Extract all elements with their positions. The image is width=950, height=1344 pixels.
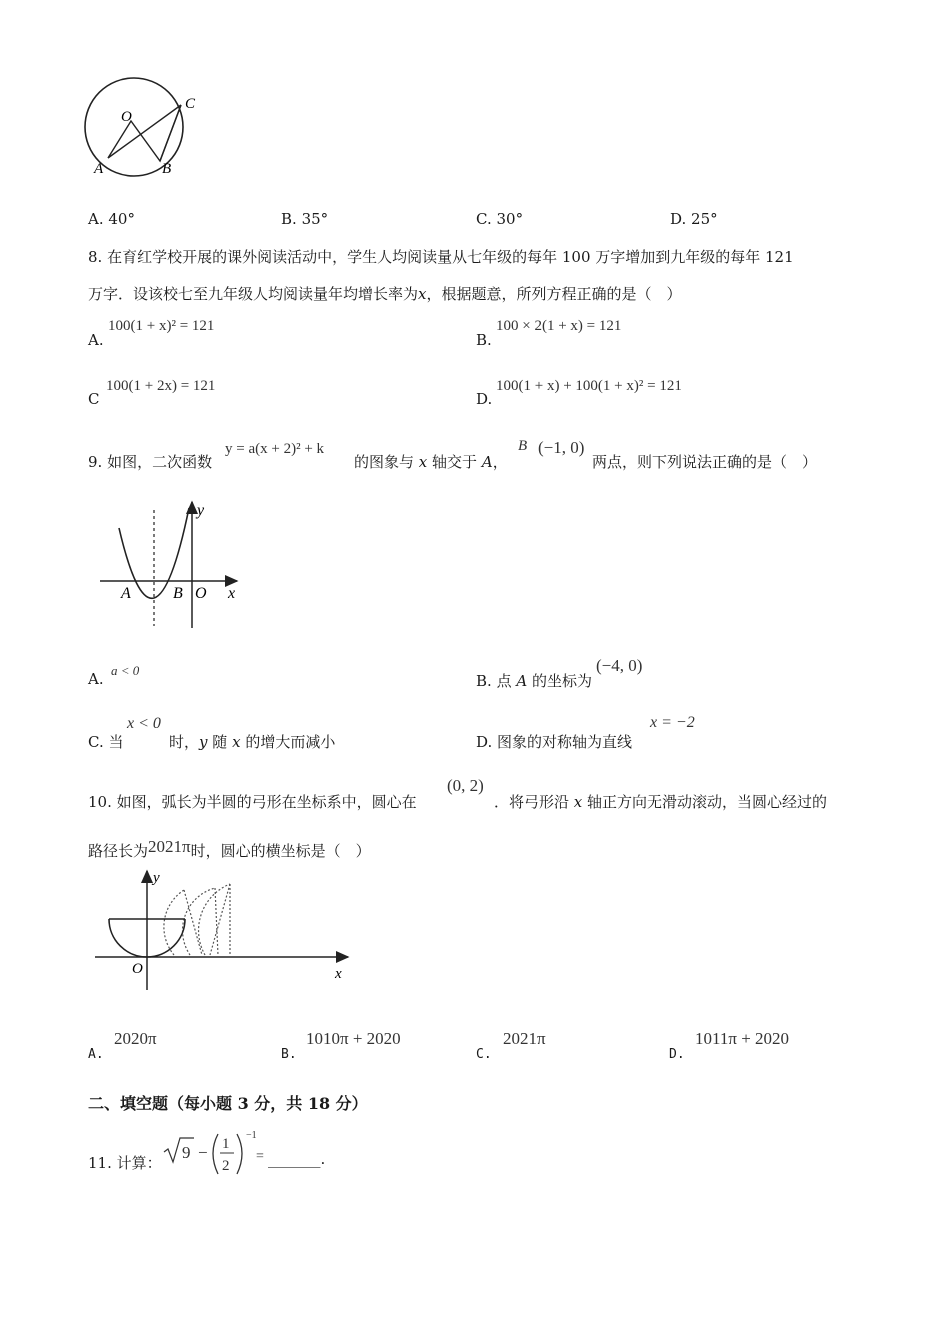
option-b[interactable]: B. (476, 331, 492, 349)
exponent: −1 (246, 1130, 257, 1141)
option-d[interactable]: D. (669, 1047, 685, 1062)
label-a: A (121, 585, 131, 602)
label-o: O (195, 585, 207, 602)
label-c: C (185, 96, 196, 112)
option-d[interactable]: D. 25° (670, 210, 718, 228)
label-y: y (197, 502, 205, 519)
option-b[interactable]: B. 35° (281, 210, 329, 228)
question-9-prefix: 9. 如图，二次函数 (88, 453, 213, 471)
circle-figure-q7 (80, 70, 210, 180)
question-10-text: ．将弓形沿 x 轴正方向无滑动滚动，当圆心经过的 (494, 793, 828, 811)
option-c[interactable]: C (88, 390, 100, 408)
label-b: B (162, 161, 172, 177)
question-10-center: (0, 2) (447, 776, 484, 795)
point-b-coord: (−1, 0) (538, 438, 585, 457)
formula-d: 100(1 + x) + 100(1 + x)² = 121 (496, 378, 682, 394)
formula-a: 100(1 + x)² = 121 (108, 318, 215, 334)
label-a: A (94, 161, 104, 177)
label-x: x (335, 966, 342, 982)
formula-b: 1010π + 2020 (306, 1029, 401, 1048)
fraction-denominator: 2 (222, 1158, 230, 1174)
option-a[interactable]: A. (88, 1047, 104, 1062)
question-8-line-1: 8. 在育红学校开展的课外阅读活动中，学生人均阅读量从七年级的每年 100 万字增加到九年级的每年 121 (88, 248, 794, 266)
formula-a: 2020π (114, 1029, 157, 1048)
option-d[interactable]: D. 图象的对称轴为直线 (476, 733, 633, 751)
section-title: 二、填空题（每小题 3 分，共 18 分） (88, 1094, 368, 1113)
label-o: O (121, 109, 132, 125)
formula-d: x = −2 (650, 714, 695, 731)
parabola-figure-q9 (95, 498, 255, 633)
option-d[interactable]: D. (476, 390, 493, 408)
question-8-line-2: 万字．设该校七至九年级人均阅读量年均增长率为x，根据题意，所列方程正确的是（ ） (88, 285, 682, 303)
option-b[interactable]: B. 点 A 的坐标为 (476, 672, 593, 690)
question-10-line-2: 路径长为2021π时，圆心的横坐标是（ ） (88, 837, 371, 860)
label-o: O (132, 961, 143, 977)
question-11-prefix: 11. 计算： (88, 1154, 162, 1172)
option-b[interactable]: B. (281, 1047, 297, 1062)
option-c-text: 时，y 随 x 的增大而减小 (169, 733, 336, 751)
option-c[interactable]: C. (476, 1047, 492, 1062)
rolling-segment-figure-q10 (90, 866, 355, 996)
label-x: x (228, 585, 236, 602)
option-a[interactable]: A. (88, 331, 104, 349)
label-b: B (173, 585, 183, 602)
formula-d: 1011π + 2020 (695, 1029, 790, 1048)
label-y: y (153, 870, 160, 886)
formula-a: a < 0 (111, 663, 140, 678)
formula-c: x < 0 (127, 715, 161, 732)
option-a[interactable]: A. 40° (88, 210, 135, 228)
formula-c: 100(1 + 2x) = 121 (106, 378, 216, 394)
question-9-formula: y = a(x + 2)² + k (225, 441, 325, 457)
formula-b: (−4, 0) (596, 656, 643, 675)
option-c[interactable]: C. 30° (476, 210, 524, 228)
question-11-expression (160, 1126, 270, 1182)
formula-c: 2021π (503, 1029, 546, 1048)
answer-blank[interactable]: _______. (268, 1150, 326, 1168)
question-9-text: 的图象与 x 轴交于 A， (354, 453, 508, 471)
equals-sign: = (256, 1149, 264, 1164)
minus-sign: − (198, 1143, 208, 1162)
question-9-suffix: 两点，则下列说法正确的是（ ） (592, 453, 818, 471)
option-c[interactable]: C. 当 (88, 733, 124, 751)
point-b-label: B (518, 438, 528, 454)
option-a[interactable]: A. (88, 670, 104, 688)
formula-b: 100 × 2(1 + x) = 121 (496, 318, 622, 334)
fraction-numerator: 1 (222, 1136, 230, 1152)
radicand: 9 (182, 1143, 191, 1162)
question-10-prefix: 10. 如图，弧长为半圆的弓形在坐标系中，圆心在 (88, 793, 417, 811)
